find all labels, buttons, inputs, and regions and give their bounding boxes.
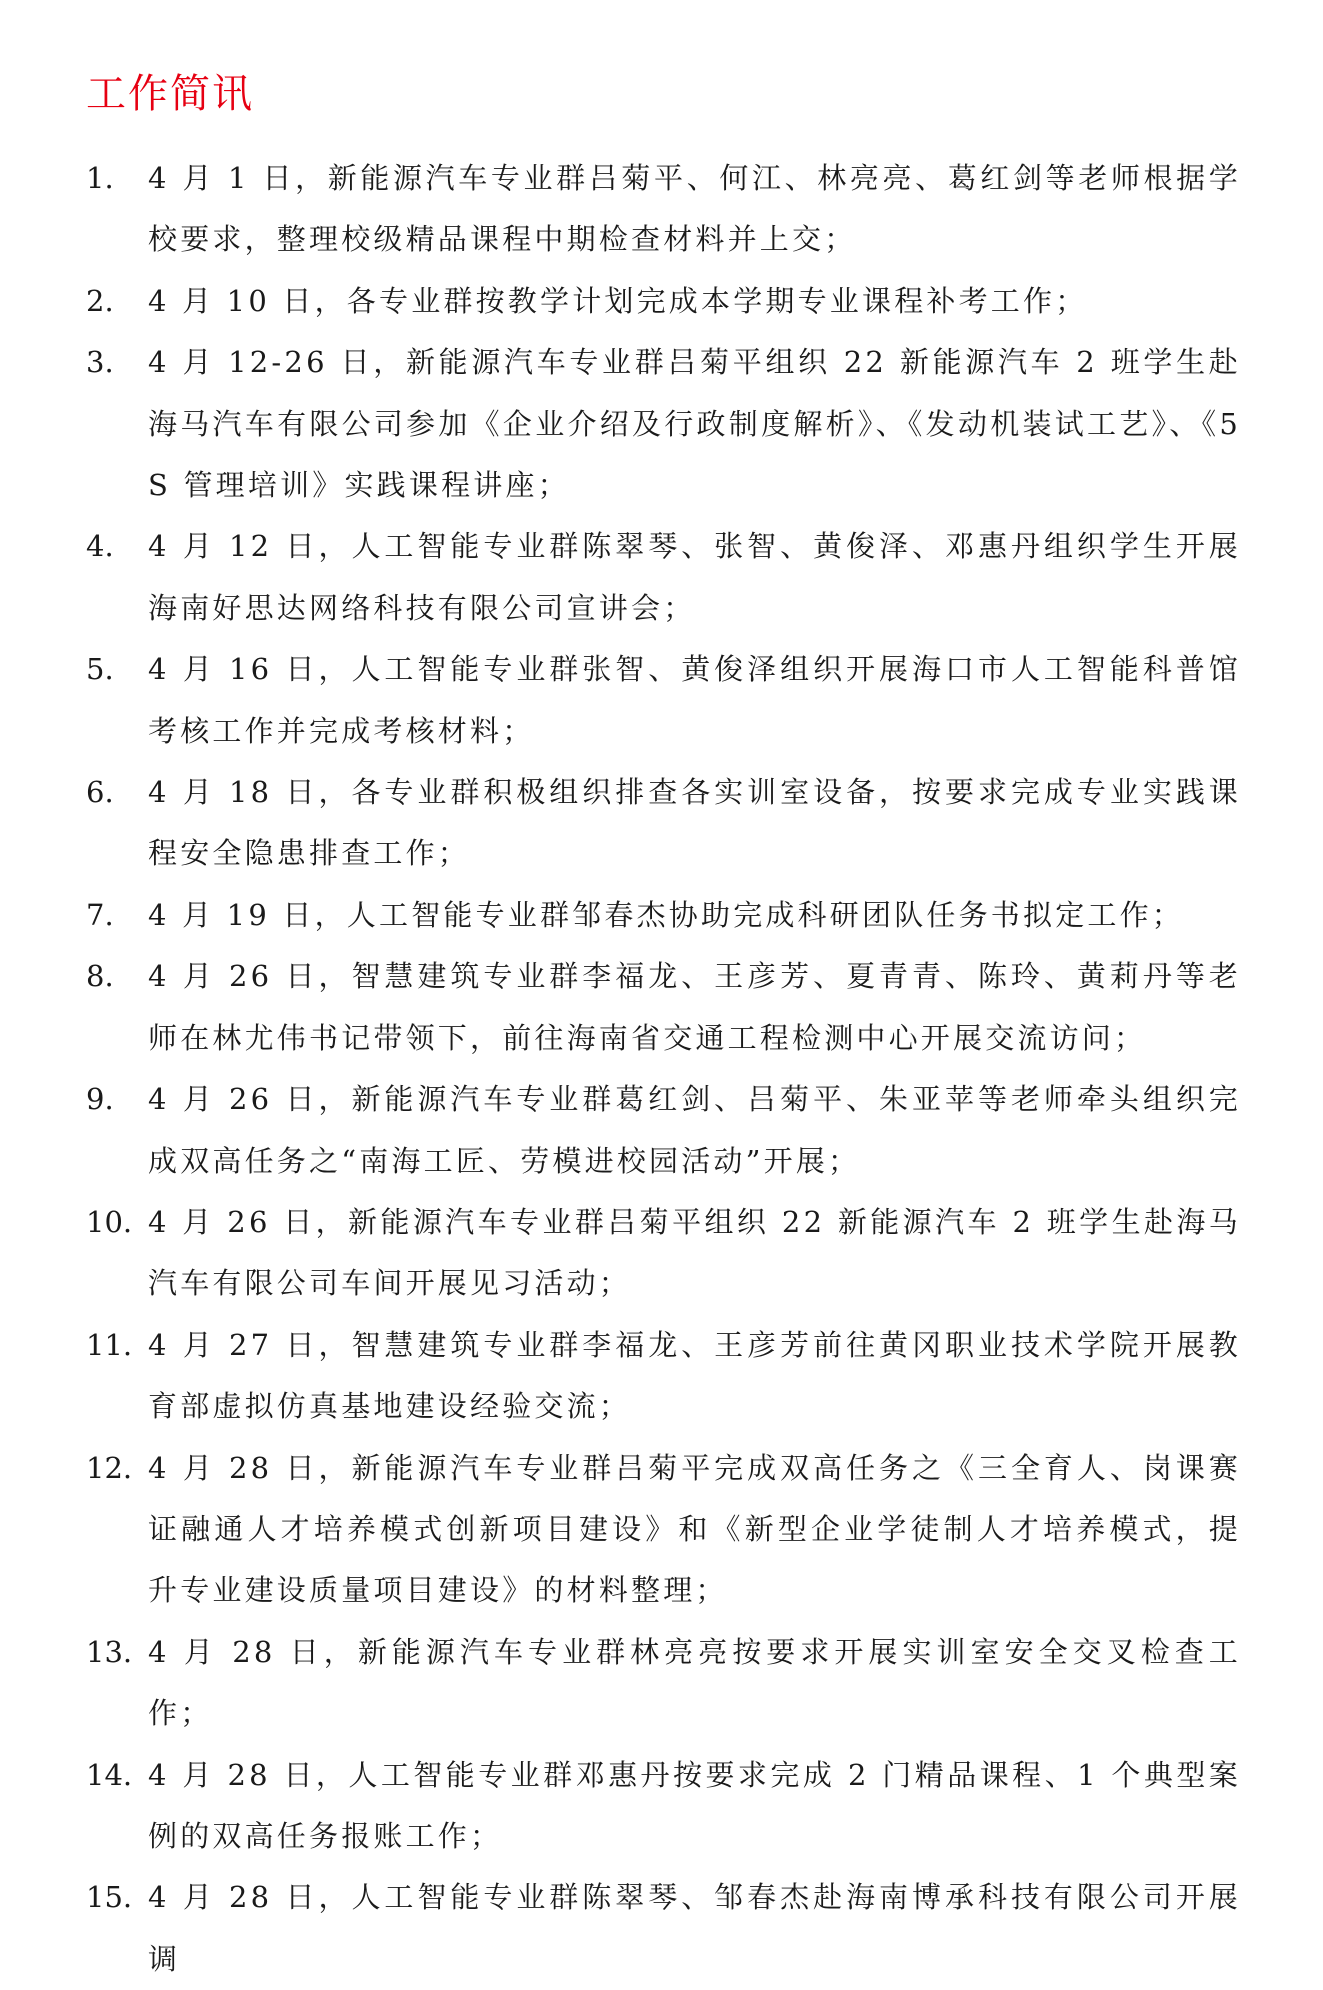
item-number: 14. — [86, 1757, 133, 1792]
list-item — [86, 639, 1241, 762]
news-list — [86, 148, 1241, 1990]
item-number: 15. — [86, 1880, 133, 1915]
item-text: 4 月 28 日，人工智能专业群邓惠丹按要求完成 2 门精品课程、1 个典型案例的双高任务报账工作； — [148, 1757, 1241, 1853]
item-text: 4 月 28 日，人工智能专业群陈翠琴、邹春杰赴海南博承科技有限公司开展调 — [148, 1880, 1241, 1976]
item-text: 4 月 28 日，新能源汽车专业群吕菊平完成双高任务之《三全育人、岗课赛证融通人才培养模式创新项目建设》和《新型企业学徒制人才培养模式，提升专业建设质量项目建设》的材料整理； — [148, 1450, 1241, 1608]
item-text: 4 月 19 日，人工智能专业群邹春杰协助完成科研团队任务书拟定工作； — [148, 897, 1185, 932]
item-number: 1. — [86, 161, 114, 195]
list-item — [86, 762, 1241, 885]
item-text: 4 月 1 日，新能源汽车专业群吕菊平、何江、林亮亮、葛红剑等老师根据学校要求，整理校级精品课程中期检查材料并上交； — [148, 161, 1241, 257]
list-item — [86, 1745, 1241, 1868]
item-number: 6. — [86, 775, 114, 810]
item-number: 8. — [86, 959, 114, 994]
list-item — [86, 148, 1241, 271]
list-item — [86, 1622, 1241, 1745]
list-item — [86, 1438, 1241, 1622]
item-number: 11. — [86, 1327, 133, 1362]
item-number: 3. — [86, 345, 114, 380]
list-item — [86, 332, 1241, 516]
list-item — [86, 946, 1241, 1069]
list-item — [86, 1315, 1241, 1438]
item-number: 2. — [86, 283, 114, 318]
item-text: 4 月 12-26 日，新能源汽车专业群吕菊平组织 22 新能源汽车 2 班学生赴海马汽车有限公司参加《企业介绍及行政制度解析》、《发动机装试工艺》、《5S 管理培训》实践课程讲座； — [148, 345, 1241, 503]
list-item — [86, 1192, 1241, 1315]
item-number: 9. — [86, 1082, 114, 1117]
item-text: 4 月 10 日，各专业群按教学计划完成本学期专业课程补考工作； — [148, 283, 1088, 318]
item-text: 4 月 12 日，人工智能专业群陈翠琴、张智、黄俊泽、邓惠丹组织学生开展海南好思达网络科技有限公司宣讲会； — [148, 529, 1241, 625]
list-item — [86, 271, 1241, 332]
item-number: 7. — [86, 897, 114, 932]
item-number: 4. — [86, 529, 114, 564]
item-text: 4 月 28 日，新能源汽车专业群林亮亮按要求开展实训室安全交叉检查工作； — [148, 1634, 1241, 1731]
list-item — [86, 516, 1241, 639]
item-text: 4 月 26 日，智慧建筑专业群李福龙、王彦芳、夏青青、陈玲、黄莉丹等老师在林尤伟书记带领下，前往海南省交通工程检测中心开展交流访问； — [148, 959, 1241, 1055]
item-text: 4 月 26 日，新能源汽车专业群吕菊平组织 22 新能源汽车 2 班学生赴海马汽车有限公司车间开展见习活动； — [148, 1204, 1241, 1301]
list-item — [86, 885, 1241, 946]
list-item — [86, 1867, 1241, 1990]
item-text: 4 月 26 日，新能源汽车专业群葛红剑、吕菊平、朱亚苹等老师牵头组织完成双高任务之“南海工匠、劳模进校园活动”开展； — [148, 1082, 1241, 1178]
item-text: 4 月 18 日，各专业群积极组织排查各实训室设备，按要求完成专业实践课程安全隐患排查工作； — [148, 775, 1241, 871]
page-title: 工作简讯 — [86, 71, 254, 117]
item-text: 4 月 16 日，人工智能专业群张智、黄俊泽组织开展海口市人工智能科普馆考核工作并完成考核材料； — [148, 652, 1241, 748]
item-text: 4 月 27 日，智慧建筑专业群李福龙、王彦芳前往黄冈职业技术学院开展教育部虚拟仿真基地建设经验交流； — [148, 1327, 1241, 1424]
item-number: 5. — [86, 652, 114, 687]
item-number: 13. — [86, 1634, 133, 1669]
item-number: 10. — [86, 1204, 133, 1239]
item-number: 12. — [86, 1450, 133, 1485]
list-item — [86, 1069, 1241, 1192]
